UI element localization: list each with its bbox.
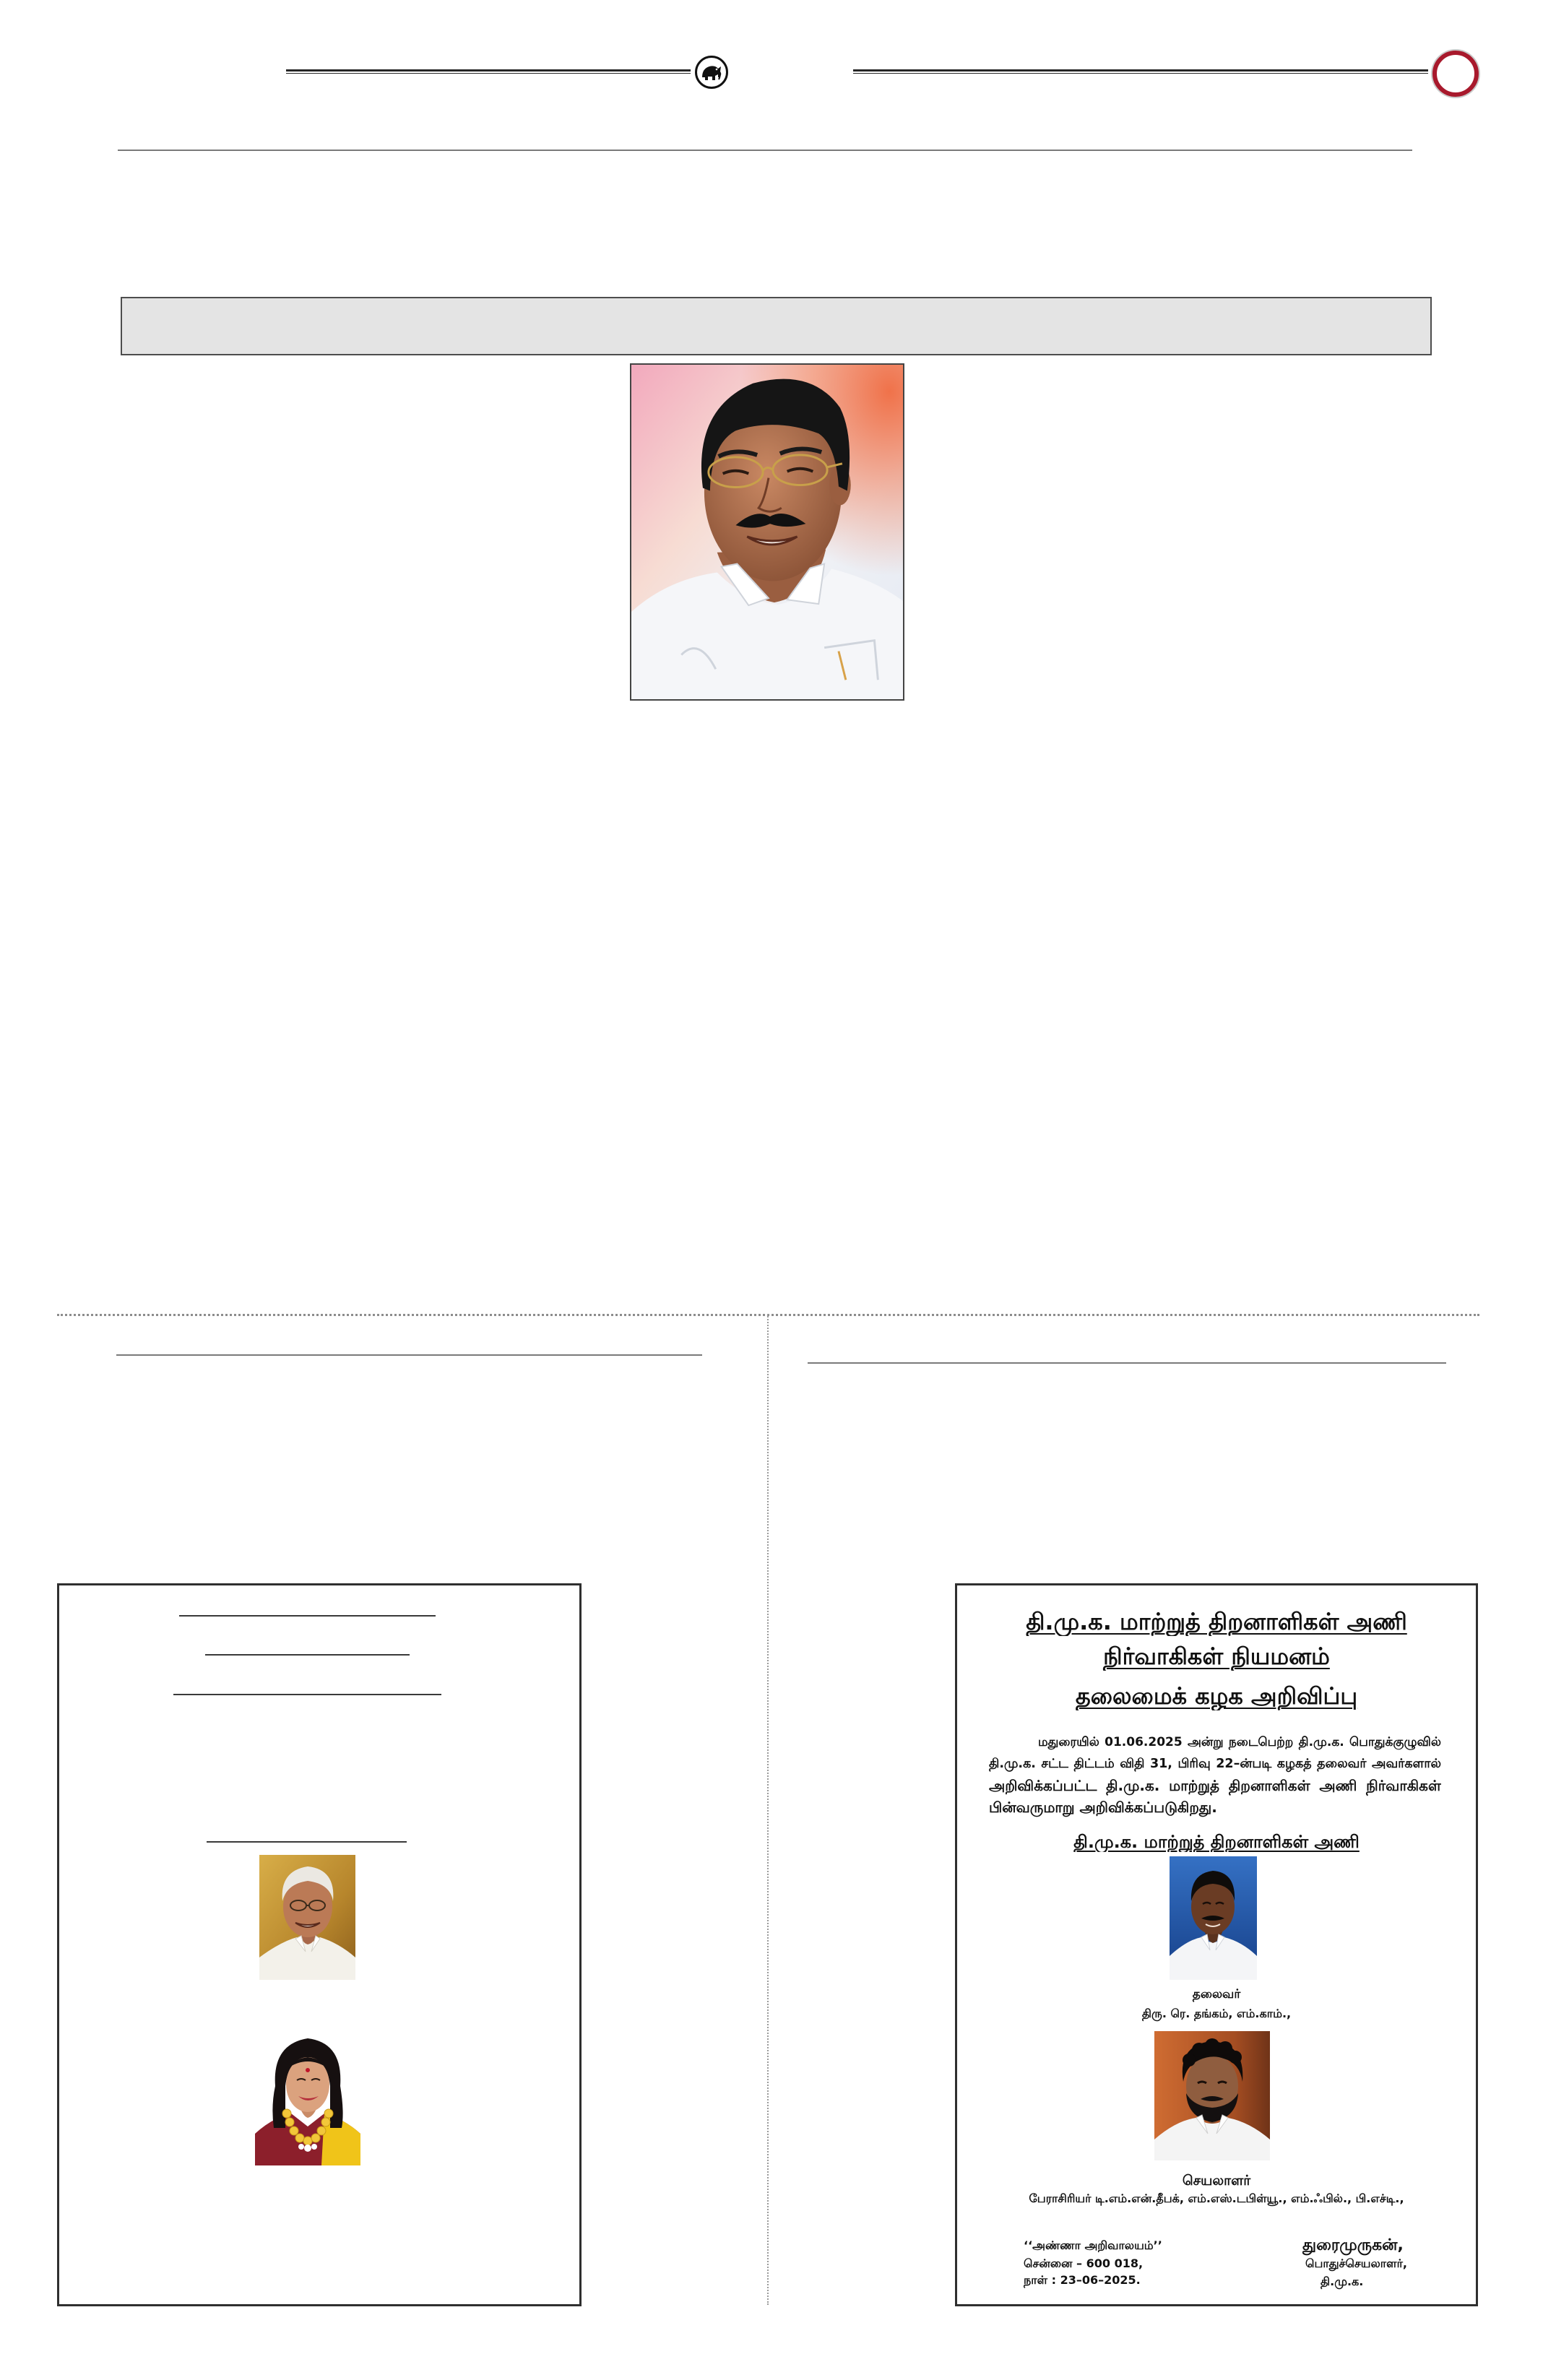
address-line: ‘‘அண்ணா அறிவாலயம்’’ — [1024, 2238, 1162, 2252]
member-role-president: தலைவர் — [1192, 1987, 1241, 2002]
left-notice-box — [57, 1583, 582, 2306]
announcement-body — [989, 1731, 1441, 1818]
notice-rule — [179, 1615, 436, 1617]
right-column-rule — [808, 1362, 1446, 1364]
header-rule-right — [853, 69, 1428, 74]
page-marker-circle-icon — [1432, 51, 1479, 97]
masthead-divider — [118, 150, 1412, 151]
member-photo-secretary — [1154, 2031, 1270, 2160]
signatory-name: துரைமுருகன், — [1302, 2236, 1404, 2254]
wing-heading: தி.மு.க. மாற்றுத் திறனாளிகள் அணி — [1073, 1832, 1360, 1852]
body-line: பின்வருமாறு அறிவிக்கப்படுகிறது. — [989, 1799, 1217, 1816]
signatory-title: பொதுச்செயலாளர், — [1305, 2256, 1407, 2270]
body-line: மதுரையில் 01.06.2025 அன்று நடைபெற்ற தி.மு.க. பொதுக்குழுவில் — [1038, 1735, 1441, 1749]
announcement-box — [955, 1583, 1478, 2306]
announcement-title-line: தி.மு.க. மாற்றுத் திறனாளிகள் அணி — [1026, 1608, 1407, 1635]
president-graphic — [1170, 1856, 1257, 1980]
secretary-graphic — [1154, 2031, 1270, 2160]
leader-portrait-photo — [630, 363, 904, 701]
header-rule-left — [286, 69, 691, 74]
address-line: சென்னை – 600 018, — [1024, 2256, 1144, 2270]
notice-photo-woman — [255, 2025, 360, 2165]
leader-portrait-graphic — [631, 365, 903, 699]
member-role-secretary: செயலாளர் — [1182, 2173, 1251, 2189]
left-column-rule — [116, 1354, 702, 1356]
member-name-secretary: பேராசிரியர் டி.எம்.என்.தீபக், எம்.எஸ்.டபிள்யூ., எம்.ஃபில்., பி.எச்டி., — [1029, 2191, 1404, 2205]
woman-graphic — [255, 2025, 360, 2165]
notice-rule — [207, 1841, 407, 1843]
elderly-man-graphic — [259, 1855, 355, 1980]
emblem-icon — [695, 56, 728, 89]
member-photo-president — [1170, 1856, 1257, 1980]
notice-rule — [173, 1694, 441, 1695]
headline-banner — [121, 297, 1432, 355]
member-name-president: திரு. ரெ. தங்கம், எம்.காம்., — [1141, 2007, 1292, 2020]
body-line: அறிவிக்கப்பட்ட தி.மு.க. மாற்றுத் திறனாளிகள் அணி நிர்வாகிகள் — [989, 1777, 1441, 1794]
announcement-heading-line: தலைமைக் கழக அறிவிப்பு — [1075, 1682, 1358, 1710]
emblem-icon-graphic — [697, 58, 726, 87]
column-separator-vertical — [767, 1314, 769, 2305]
signatory-party: தி.மு.க. — [1321, 2275, 1364, 2288]
notice-photo-elderly-man — [259, 1855, 355, 1980]
announcement-subtitle-line: நிர்வாகிகள் நியமனம் — [1103, 1643, 1330, 1670]
body-line: தி.மு.க. சட்ட திட்டம் விதி 31, பிரிவு 22–ன்படி கழகத் தலைவர் அவர்களால் — [989, 1757, 1441, 1771]
notice-rule — [205, 1654, 410, 1656]
date-line: நாள் : 23–06–2025. — [1024, 2273, 1141, 2287]
